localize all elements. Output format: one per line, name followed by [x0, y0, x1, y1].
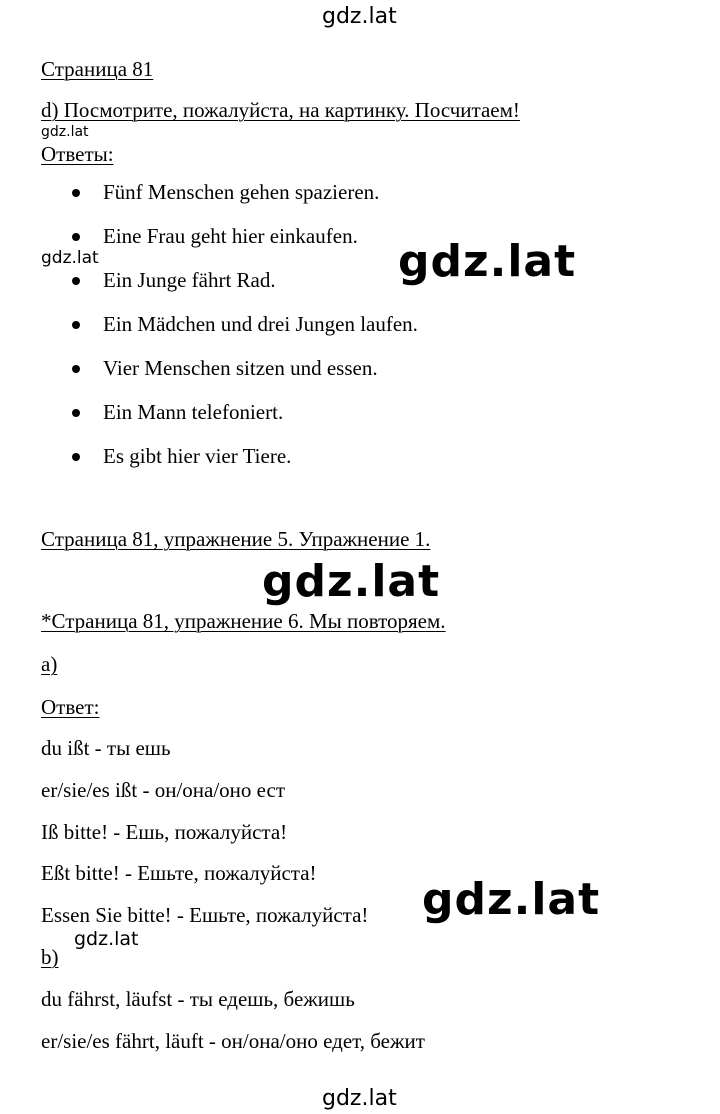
watermark-small: gdz.lat [74, 928, 139, 950]
exercise6-heading: *Страница 81, упражнение 6. Мы повторяем. [41, 609, 446, 633]
bullet-icon [72, 233, 80, 241]
page-heading: Страница 81 [41, 57, 154, 81]
watermark-small: gdz.lat [41, 124, 89, 140]
watermark-small: gdz.lat [41, 248, 99, 268]
part-a-line: du ißt - ты ешь [41, 736, 171, 760]
watermark-large: gdz.lat [262, 556, 441, 607]
watermark-large: gdz.lat [422, 874, 601, 925]
part-b-label: b) [41, 945, 59, 969]
bullet-icon [72, 453, 80, 461]
bullet-icon [72, 365, 80, 373]
watermark-top: gdz.lat [322, 4, 397, 29]
bullet-icon [72, 277, 80, 285]
watermark-bottom: gdz.lat [322, 1086, 397, 1111]
part-a-label: a) [41, 652, 58, 676]
bullet-icon [72, 189, 80, 197]
answers-label: Ответы: [41, 142, 114, 166]
exercise5-heading: Страница 81, упражнение 5. Упражнение 1. [41, 527, 431, 551]
answer-label: Ответ: [41, 695, 100, 719]
part-a-line: er/sie/es ißt - он/она/оно ест [41, 778, 286, 802]
part-a-line: Essen Sie bitte! - Ешьте, пожалуйста! [41, 903, 369, 927]
task-d-heading: d) Посмотрите, пожалуйста, на картинку. Посчитаем! [41, 98, 520, 122]
part-b-line: er/sie/es fährt, läuft - он/она/оно едет, бежит [41, 1029, 425, 1053]
part-b-line: du fährst, läufst - ты едешь, бежишь [41, 987, 355, 1011]
part-a-line: Eßt bitte! - Ешьте, пожалуйста! [41, 861, 317, 885]
bullet-icon [72, 409, 80, 417]
bullet-icon [72, 321, 80, 329]
part-a-line: Iß bitte! - Ешь, пожалуйста! [41, 820, 288, 844]
watermark-large: gdz.lat [398, 236, 577, 287]
